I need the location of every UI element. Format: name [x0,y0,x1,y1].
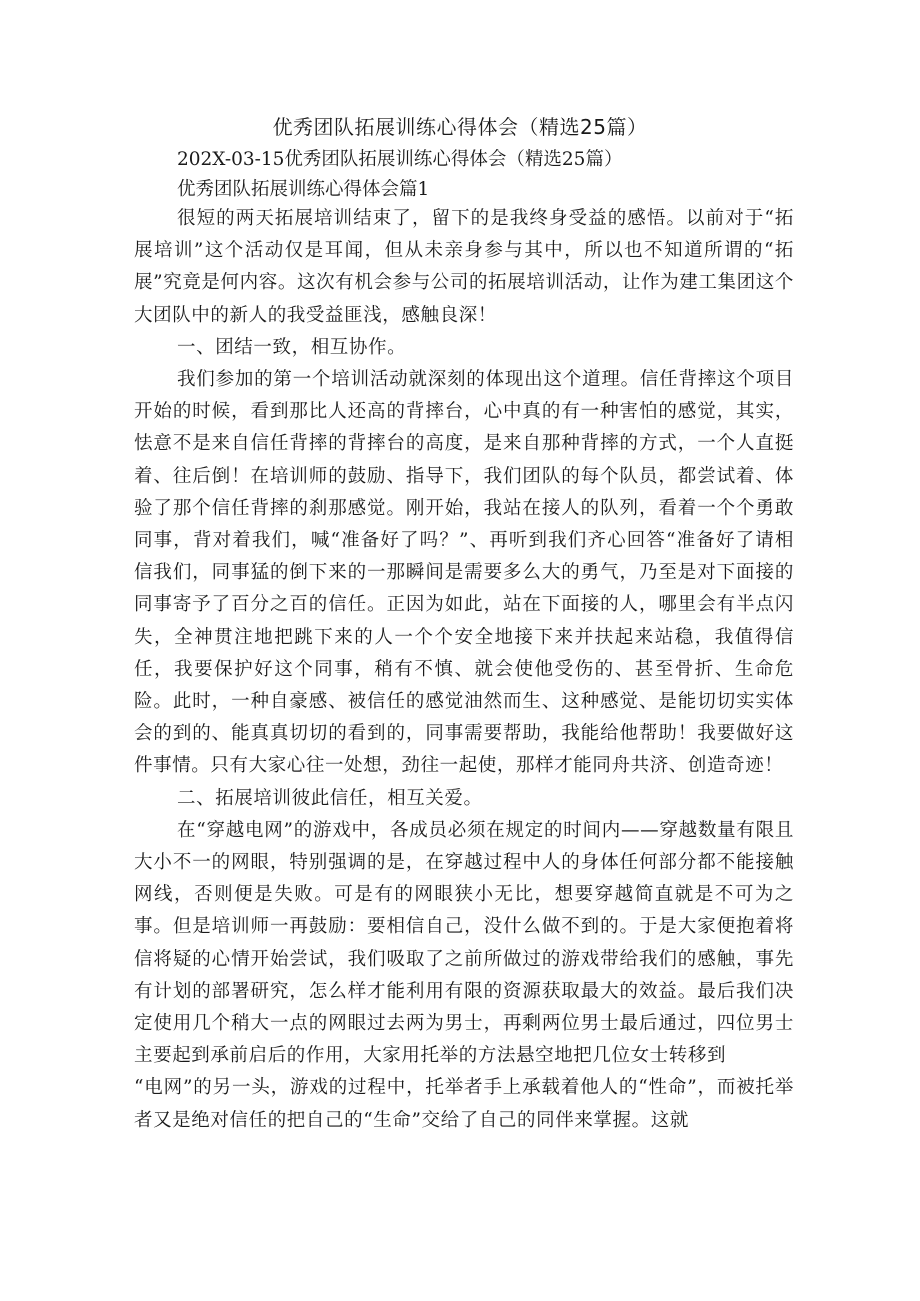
paragraph-spider-web: 在“穿越电网”的游戏中，各成员必须在规定的时间内——穿越数量有限且大小不一的网眼，特别强调的是，在穿越过程中人的身体任何部分都不能接触网线，否则便是失败。可是有的网眼狭小无比，想要穿越简直就是不可为之事。但是培训师一再鼓励：要相信自己，没什么做不到的。于是大家便抱着将信将疑的心情开始尝试，我们吸取了之前所做过的游戏带给我们的感触，事先有计划的部署研究，怎么样才能利用有限的资源获取最大的效益。最后我们决定使用几个稍大一点的网眼过去两为男士，再剩两位男士最后通过，四位男士主要起到承前启后的作用，大家用托举的方法悬空地把几位女士转移到 [134,819,794,1067]
paragraph-intro: 很短的两天拓展培训结束了，留下的是我终身受益的感悟。以前对于“拓展培训”这个活动仅是耳闻，但从未亲身参与其中，所以也不知道所谓的“拓展”究竟是何内容。这次有机会参与公司的拓展培训活动，让作为建工集团这个大团队中的新人的我受益匪浅，感触良深！ [134,208,794,326]
article-heading: 优秀团队拓展训练心得体会篇1 [177,179,430,200]
article-body [134,203,794,1137]
paragraph-trust-fall: 我们参加的第一个培训活动就深刻的体现出这个道理。信任背摔这个项目开始的时候，看到那比人还高的背摔台，心中真的有一种害怕的感觉，其实，怯意不是来自信任背摔的背摔台的高度，是来自那种背摔的方式，一个人直挺着、往后倒！在培训师的鼓励、指导下，我们团队的每个队员，都尝试着、体验了那个信任背摔的刹那感觉。刚开始，我站在接人的队列，看着一个个勇敢同事，背对着我们，喊“准备好了吗？”、再听到我们齐心回答“准备好了请相信我们，同事猛的倒下来的一那瞬间是需要多么大的勇气，乃至是对下面接的同事寄予了百分之百的信任。正因为如此，站在下面接的人，哪里会有半点闪失，全神贯注地把跳下来的人一个个安全地接下来并扶起来站稳，我值得信任，我要保护好这个同事，稍有不慎、就会使他受伤的、甚至骨折、生命危险。此时，一种自豪感、被信任的感觉油然而生、这种感觉、是能切切实实体会的到的、能真真切切的看到的，同事需要帮助，我能给他帮助！我要做好这件事情。只有大家心往一处想，劲往一起使，那样才能同舟共济、创造奇迹！ [134,369,794,777]
paragraph-continuation: “电网”的另一头，游戏的过程中，托举者手上承载着他人的“性命”，而被托举者又是绝对信任的把自己的“生命”交给了自己的同伴来掌握。这就 [134,1077,794,1131]
document-subtitle: 202X-03-15优秀团队拓展训练心得体会（精选25篇） [177,149,623,170]
section-heading-1: 一、团结一致，相互协作。 [177,336,407,358]
section-heading-2: 二、拓展培训彼此信任，相互关爱。 [177,787,483,809]
document-title: 优秀团队拓展训练心得体会（精选25篇） [272,115,648,139]
